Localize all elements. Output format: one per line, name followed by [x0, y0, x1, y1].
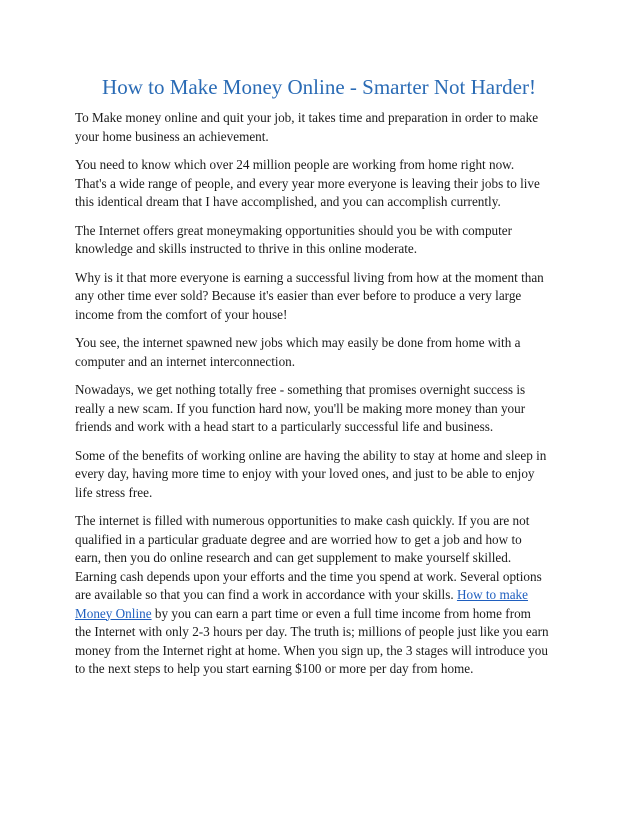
paragraph-4 — [75, 269, 575, 325]
text-line-with-link — [75, 586, 575, 605]
text-line: To Make money online and quit your job, it takes time and preparation in order to make — [75, 110, 539, 125]
text-line: Why is it that more everyone is earning a successful living from how at the moment than — [75, 269, 544, 285]
text-line: That's a wide range of people, and every year more everyone is leaving their jobs to live — [75, 175, 540, 191]
text-line: the Internet with only 2-3 hours per day. The truth is; millions of people just like you earn — [75, 624, 549, 639]
text-segment: are available so that you can find a work in accordance with your skills. — [75, 587, 457, 602]
how-to-make-money-online-link[interactable]: How to make — [456, 587, 529, 602]
text-line: The internet is filled with numerous opportunities to make cash quickly. If you are not — [75, 513, 530, 528]
text-line: income from the comfort of your house! — [75, 306, 288, 322]
text-line: knowledge and skills instructed to thrive in this online moderate. — [75, 241, 418, 256]
page-title: How to Make Money Online - Smarter Not Harder! — [102, 75, 536, 99]
text-line: Some of the benefits of working online are having the ability to stay at home and sleep in — [75, 447, 547, 463]
text-segment: by you can earn a part time or even a full time income from home from — [151, 605, 531, 621]
text-line: really a new scam. If you function hard now, you'll be making more money than your — [75, 400, 526, 416]
paragraph-6 — [75, 381, 575, 437]
paragraph-8 — [75, 512, 575, 679]
text-line: Earning cash depends upon your efforts and the time you spend at work. Several options — [75, 568, 542, 584]
text-line: qualified in a particular graduate degree and are worried how to get a job and how to — [75, 531, 522, 547]
text-line-with-link — [75, 605, 575, 624]
paragraph-7 — [75, 447, 575, 503]
paragraph-1 — [75, 109, 575, 146]
text-line: You see, the internet spawned new jobs which may easily be done from home with a — [75, 335, 521, 350]
text-line: computer and an internet interconnection. — [75, 353, 296, 369]
text-line: this identical dream that I have accomplished, and you can accomplish currently. — [75, 194, 501, 209]
text-line: Nowadays, we get nothing totally free - something that promises overnight success is — [75, 382, 526, 397]
text-line: to the next steps to help you start earning $100 or more per day from home. — [75, 661, 474, 676]
how-to-make-money-online-link-continued[interactable]: Money Online — [75, 605, 152, 621]
text-line: any other time ever sold? Because it's easier than ever before to produce a very large — [75, 288, 522, 303]
text-line: The Internet offers great moneymaking opportunities should you be with computer — [75, 222, 513, 238]
text-line: money from the Internet right at home. When you sign up, the 3 stages will introduce you — [75, 642, 548, 658]
paragraph-5 — [75, 334, 575, 371]
paragraph-3 — [75, 222, 575, 259]
text-line: friends and work with a head start to a particularly successful life and business. — [75, 419, 494, 434]
text-line: your home business an achievement. — [75, 128, 269, 144]
text-line: You need to know which over 24 million people are working from home right now. — [75, 157, 515, 172]
text-line: life stress free. — [75, 484, 153, 500]
paragraph-2 — [75, 156, 575, 212]
text-line: every day, having more time to enjoy with your loved ones, and just to be able to enjoy — [75, 466, 535, 481]
text-line: earn, then you do online research and can get supplement to make yourself skilled. — [75, 550, 512, 565]
article-body — [75, 109, 575, 689]
